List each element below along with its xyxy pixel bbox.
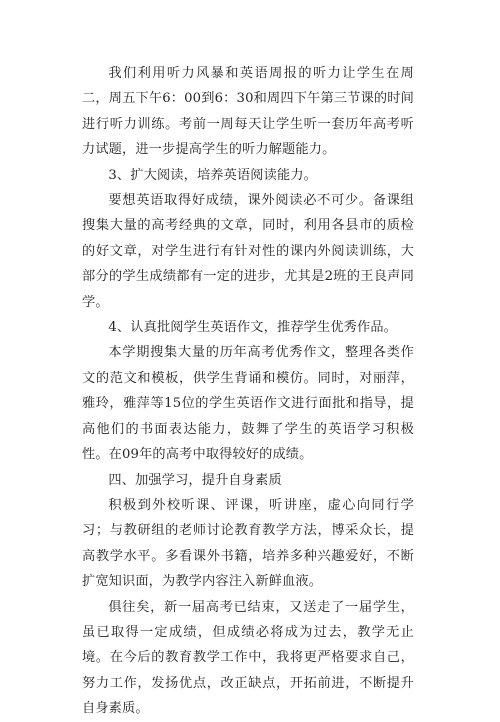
document-page: [82, 61, 414, 722]
paragraph-conclusion: 俱往矣，新一届高考已结束，又送走了一届学生，虽已取得一定成绩，但成绩必将成为过去，教学无止境。在今后的教育教学工作中，我将更严格要求自己，努力工作，发扬优点，改正缺点，开拓前进，不断提升自身素质。: [82, 599, 414, 717]
paragraph-listening-training: 我们利用听力风暴和英语周报的听力让学生在周二，周五下午6：00到6：30和周四下午第三节课的时间进行听力训练。考前一周每天让学生听一套历年高考听力试题，进一步提高学生的听力解题能力。: [82, 66, 414, 158]
heading-self-improvement: 四、加强学习，提升自身素质: [108, 472, 282, 488]
heading-composition: 4、认真批阅学生英语作文，推荐学生优秀作品。: [108, 320, 398, 336]
paragraph-self-improvement: 积极到外校听课、评课，听讲座，虚心向同行学习；与教研组的老师讨论教育教学方法，博采众长，提高教学水平。多看课外书籍，培养多种兴趣爱好，不断扩宽知识面，为教学内容注入新鲜血液。: [82, 497, 414, 590]
heading-expand-reading: 3、扩大阅读，培养英语阅读能力。: [108, 167, 317, 183]
paragraph-composition: 本学期搜集大量的历年高考优秀作文，整理各类作文的范文和模板，供学生背诵和模仿。同时，对丽萍，雅玲，雅萍等15位的学生英语作文进行面批和指导，提高他们的书面表达能力，鼓舞了学生的英语学习积极性。在09年的高考中取得较好的成绩。: [82, 345, 414, 463]
paragraph-reading: 要想英语取得好成绩，课外阅读必不可少。备课组搜集大量的高考经典的文章，同时，利用各县市的质检的好文章，对学生进行有针对性的课内外阅读训练，大部分的学生成绩都有一定的进步，尤其是2班的王良声同学。: [82, 193, 414, 310]
